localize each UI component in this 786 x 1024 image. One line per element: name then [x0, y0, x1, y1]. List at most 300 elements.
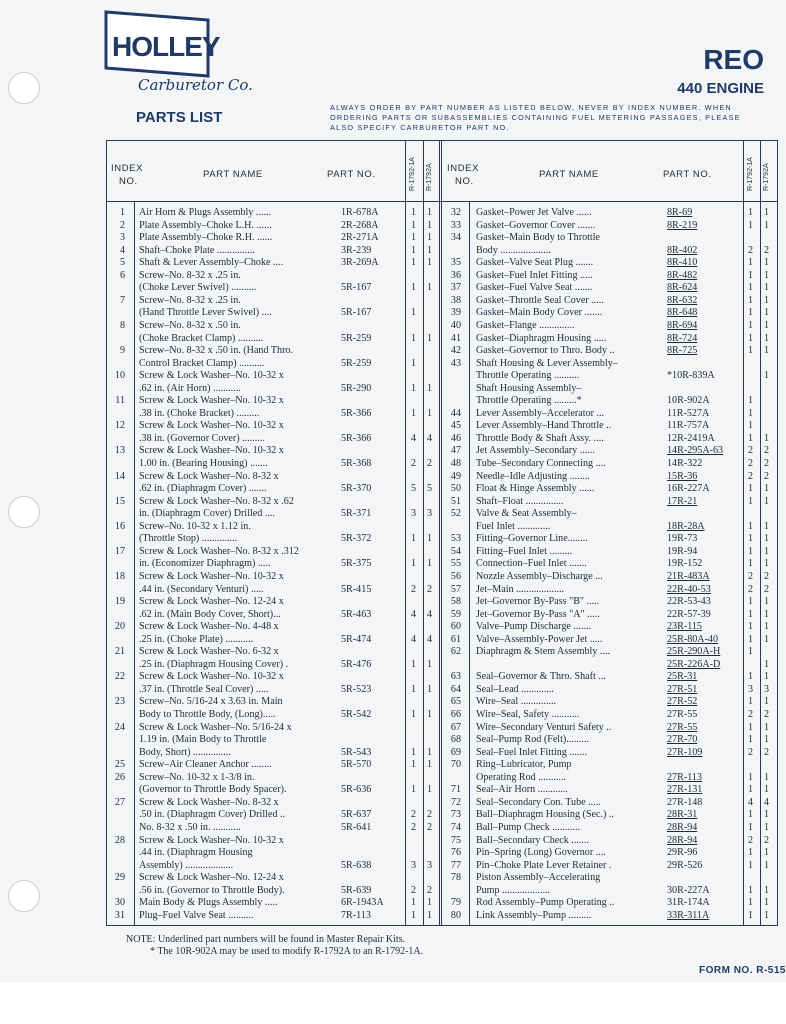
part-number: 27R-70: [667, 734, 698, 746]
parts-row: [107, 897, 779, 910]
qty-r1792-1a: 1: [748, 207, 754, 218]
parts-row: [107, 885, 779, 898]
index-number: 27: [114, 796, 125, 808]
parts-row: [107, 445, 779, 458]
part-name: Screw & Lock Washer–No. 10-32 x: [139, 395, 284, 407]
qty-r1792a: 1: [764, 734, 770, 746]
qty-r1792a: 1: [764, 671, 770, 683]
part-number: 11R-527A: [667, 407, 710, 419]
qty-r1792-1a: 1: [411, 357, 417, 369]
part-name: Jet Assembly–Secondary ......: [476, 445, 595, 457]
qty-r1792a: 1: [764, 332, 770, 344]
part-number: 21R-483A: [667, 570, 710, 582]
qty-r1792-1a: 2: [748, 244, 754, 256]
part-name: Screw–No. 10-32 x 1.12 in.: [139, 520, 251, 532]
parts-row: [107, 282, 779, 295]
qty-r1792-1a: 1: [748, 420, 754, 432]
index-number: 41: [450, 332, 461, 344]
qty-r1792a: 1: [764, 608, 770, 620]
index-number: 79: [450, 897, 461, 909]
part-number: 8R-724: [667, 332, 698, 344]
model-b-header-right: R-1792A: [763, 163, 770, 191]
index-number: 56: [450, 570, 461, 582]
model-a-header-right: R-1792-1A: [747, 157, 754, 191]
part-name: Screw & Lock Washer–No. 6-32 x: [139, 646, 279, 658]
qty-r1792a: 2: [764, 458, 770, 469]
index-number: 70: [450, 759, 461, 771]
part-number: 12R-2419A: [667, 432, 715, 444]
part-name: Screw–No. 10-32 x 1-3/8 in.: [139, 771, 255, 783]
qty-r1792a: 2: [427, 821, 433, 833]
parts-row: [107, 621, 779, 634]
part-number: 1R-678A: [341, 207, 379, 218]
part-name: Screw & Lock Washer–No. 12-24 x: [139, 872, 284, 884]
index-number: 34: [450, 232, 461, 244]
qty-r1792a: 1: [427, 558, 433, 570]
page-title: PARTS LIST: [136, 109, 223, 126]
qty-r1792a: 1: [427, 683, 433, 695]
part-number: 8R-648: [667, 307, 698, 319]
part-number: 5R-523: [341, 683, 372, 695]
parts-row: [107, 822, 779, 835]
index-number: 73: [450, 809, 461, 821]
part-name: .50 in. (Diaphragm Cover) Drilled ..: [139, 809, 286, 821]
qty-r1792a: 1: [764, 257, 770, 269]
qty-r1792-1a: 1: [411, 257, 417, 269]
qty-r1792a: 5: [427, 483, 433, 495]
qty-r1792-1a: 2: [748, 470, 754, 482]
parts-row: [107, 333, 779, 346]
index-number: 69: [450, 746, 461, 758]
part-number: 27R-52: [667, 696, 698, 708]
part-number: 5R-570: [341, 759, 372, 771]
part-name: Pin–Choke Plate Lever Retainer .: [476, 859, 612, 871]
qty-r1792a: 2: [427, 809, 433, 821]
qty-r1792a: 1: [427, 909, 433, 921]
qty-r1792-1a: 1: [748, 897, 754, 909]
part-name: Screw & Lock Washer–No. 8-32 x .62: [139, 495, 294, 507]
index-number: 65: [450, 696, 461, 708]
index-number: 16: [114, 520, 125, 532]
binder-hole: [8, 496, 40, 528]
binder-hole: [8, 72, 40, 104]
parts-row: [107, 722, 779, 735]
parts-row: [107, 370, 779, 383]
part-number: 27R-55: [667, 721, 698, 733]
qty-r1792-1a: 4: [411, 633, 417, 645]
qty-r1792-1a: 1: [748, 558, 754, 570]
qty-r1792-1a: 1: [748, 721, 754, 733]
index-number: 74: [450, 821, 461, 833]
qty-r1792-1a: 1: [411, 533, 417, 545]
part-number: 5R-366: [341, 407, 372, 419]
part-name: Screw & Lock Washer–No. 8-32 x .312: [139, 545, 299, 557]
part-number: 8R-69: [667, 207, 693, 218]
qty-r1792-1a: 2: [411, 821, 417, 833]
parts-row: [107, 759, 779, 772]
part-number: 8R-410: [667, 257, 698, 269]
part-number: 8R-482: [667, 269, 698, 281]
qty-r1792-1a: 1: [748, 884, 754, 896]
parts-row: [107, 809, 779, 822]
qty-r1792-1a: 1: [748, 282, 754, 294]
qty-r1792-1a: 3: [411, 508, 417, 520]
index-header-right: INDEX: [447, 163, 480, 174]
parts-row: [107, 671, 779, 684]
index-number: 17: [114, 545, 125, 557]
part-name: Seal–Air Horn ............: [476, 784, 568, 796]
index-number: 10: [114, 370, 125, 382]
index-number: 44: [450, 407, 461, 419]
part-name: Screw–No. 5/16-24 x 3.63 in. Main: [139, 696, 283, 708]
index-number: 11: [115, 395, 125, 407]
index-number: 72: [450, 796, 461, 808]
vehicle-make: REO: [703, 44, 764, 75]
index-number: 32: [450, 207, 461, 218]
qty-r1792-1a: 1: [748, 859, 754, 871]
qty-r1792-1a: 1: [411, 232, 417, 244]
part-number: 5R-370: [341, 483, 372, 495]
part-number: 27R-148: [667, 796, 703, 808]
parts-row: [107, 646, 779, 659]
part-name: (Choke Lever Swivel) ..........: [139, 282, 257, 294]
qty-r1792a: 1: [764, 558, 770, 570]
index-number: 48: [450, 458, 461, 469]
qty-r1792a: 1: [764, 319, 770, 331]
qty-r1792a: 1: [427, 533, 433, 545]
part-number: 3R-239: [341, 244, 372, 256]
qty-r1792a: 1: [764, 282, 770, 294]
part-name: Valve & Seat Assembly–: [476, 508, 577, 520]
part-name: Screw & Lock Washer–No. 10-32 x: [139, 834, 284, 846]
part-name: Screw–No. 8-32 x .25 in.: [139, 269, 241, 281]
part-number: 5R-167: [341, 307, 372, 319]
qty-r1792-1a: 1: [411, 658, 417, 670]
qty-r1792-1a: 2: [748, 570, 754, 582]
index-number: 77: [450, 859, 461, 871]
qty-r1792-1a: 2: [411, 809, 417, 821]
part-name: .44 in. (Secondary Venturi) .....: [139, 583, 264, 595]
qty-r1792-1a: 1: [411, 207, 417, 218]
part-no-header-right: PART NO.: [663, 169, 712, 180]
part-number: 8R-632: [667, 294, 698, 306]
part-name: Fitting–Governor Line........: [476, 533, 588, 545]
part-name: Rod Assembly–Pump Operating ..: [476, 897, 615, 909]
qty-r1792a: 2: [764, 445, 770, 457]
qty-r1792-1a: 1: [748, 219, 754, 231]
qty-r1792a: 2: [764, 470, 770, 482]
qty-r1792-1a: 2: [411, 458, 417, 469]
part-name: Screw & Lock Washer–No. 10-32 x: [139, 445, 284, 457]
qty-r1792-1a: 1: [748, 821, 754, 833]
qty-r1792-1a: 2: [748, 583, 754, 595]
model-a-header: R-1792-1A: [409, 157, 416, 191]
part-name: Gasket–Valve Seat Plug .......: [476, 257, 594, 269]
part-number: 14R-295A-63: [667, 445, 724, 457]
part-name: 1.19 in. (Main Body to Throttle: [139, 734, 267, 746]
parts-row: [107, 358, 779, 371]
part-number: 27R-113: [667, 771, 702, 783]
part-number: 7R-113: [341, 909, 371, 921]
part-name: Gasket–Fuel Valve Seat .......: [476, 282, 593, 294]
part-name: Main Body & Plugs Assembly .....: [139, 897, 278, 909]
index-number: 14: [114, 470, 125, 482]
parts-row: [107, 709, 779, 722]
index-number: 54: [450, 545, 461, 557]
index-number: 40: [450, 319, 461, 331]
part-name: Gasket–Governor Cover .......: [476, 219, 596, 231]
qty-r1792a: 1: [427, 207, 433, 218]
part-name: Jet–Main ...................: [476, 583, 565, 595]
part-name: .62 in. (Diaphragm Cover) .......: [139, 483, 267, 495]
qty-r1792-1a: 1: [411, 709, 417, 720]
part-name: Screw & Lock Washer–No. 5/16-24 x: [139, 721, 292, 733]
qty-r1792-1a: 2: [748, 746, 754, 758]
qty-r1792a: 1: [764, 658, 770, 670]
parts-row: [107, 320, 779, 333]
index-number: 49: [450, 470, 461, 482]
part-number: 22R-40-53: [667, 583, 711, 595]
qty-r1792a: 1: [764, 909, 770, 921]
index-number: 22: [114, 671, 125, 683]
part-name: Ball–Pump Check ...........: [476, 821, 581, 833]
qty-r1792a: 1: [764, 721, 770, 733]
qty-r1792a: 1: [427, 332, 433, 344]
qty-r1792-1a: 1: [748, 784, 754, 796]
part-number: 22R-53-43: [667, 596, 711, 608]
parts-row: [107, 696, 779, 709]
part-name: Screw–No. 8-32 x .50 in.: [139, 319, 241, 331]
part-name: Gasket–Flange ..............: [476, 319, 575, 331]
part-name: Wire–Secondary Venturi Safety ..: [476, 721, 612, 733]
part-name: Seal–Secondary Con. Tube .....: [476, 796, 601, 808]
part-number: 2R-271A: [341, 232, 379, 244]
parts-row: [107, 295, 779, 308]
qty-r1792a: 2: [427, 583, 433, 595]
logo-brand-text: HOLLEY: [112, 31, 220, 62]
part-name: Ball–Diaphragm Housing (Sec.) ..: [476, 809, 614, 821]
index-number: 1: [119, 207, 125, 218]
qty-r1792a: 1: [764, 771, 770, 783]
part-name: .62 in. (Main Body Cover, Short)...: [139, 608, 281, 620]
part-name: Screw & Lock Washer–No. 10-32 x: [139, 370, 284, 382]
index-number: 76: [450, 847, 461, 859]
part-number: 27R-109: [667, 746, 703, 758]
qty-r1792-1a: 1: [411, 746, 417, 758]
parts-row: [107, 558, 779, 571]
part-number: 5R-637: [341, 809, 372, 821]
index-number: 5: [119, 257, 125, 269]
part-number: 25R-290A-H: [667, 646, 721, 658]
index-number: 26: [114, 771, 125, 783]
part-name: Air Horn & Plugs Assembly ......: [139, 207, 272, 218]
parts-row: [107, 270, 779, 283]
part-name: .44 in. (Diaphragm Housing: [139, 847, 253, 859]
parts-row: [107, 684, 779, 697]
parts-row: [107, 395, 779, 408]
part-name: Screw & Lock Washer–No. 10-32 x: [139, 570, 284, 582]
part-name: Plate Assembly–Choke R.H. ......: [139, 232, 273, 244]
part-number: 5R-641: [341, 821, 372, 833]
parts-row: [107, 232, 779, 245]
part-name: (Governor to Throttle Body Spacer).: [139, 784, 287, 796]
index-number: 61: [450, 633, 461, 645]
qty-r1792-1a: 1: [411, 307, 417, 319]
modify-note: * The 10R-902A may be used to modify R-1792A to an R-1792-1A.: [150, 946, 424, 957]
part-name: (Choke Bracket Clamp) ..........: [139, 332, 264, 344]
qty-r1792-1a: 1: [411, 407, 417, 419]
qty-r1792a: 1: [764, 621, 770, 633]
part-number: 5R-463: [341, 608, 372, 620]
qty-r1792a: 1: [427, 746, 433, 758]
part-name: Plug–Fuel Valve Seat ..........: [139, 909, 254, 921]
part-number: 6R-1943A: [341, 897, 384, 909]
index-number: 8: [119, 319, 125, 331]
part-number: 14R-322: [667, 458, 703, 469]
part-number: 11R-757A: [667, 420, 710, 432]
part-number: 5R-415: [341, 583, 372, 595]
qty-r1792a: 1: [764, 897, 770, 909]
parts-row: [107, 910, 779, 923]
part-name: .38 in. (Governor Cover) .........: [139, 432, 265, 444]
part-number: 5R-542: [341, 709, 372, 720]
part-name: No. 8-32 x .50 in. ...........: [139, 821, 241, 833]
part-number: 23R-115: [667, 621, 702, 633]
part-name: Lever Assembly–Accelerator ...: [476, 407, 605, 419]
index-no-header: NO.: [119, 176, 138, 187]
qty-r1792-1a: 1: [411, 244, 417, 256]
part-name: (Hand Throttle Lever Swivel) ....: [139, 307, 272, 319]
part-number: 8R-402: [667, 244, 698, 256]
parts-row: [107, 734, 779, 747]
part-name: Operating Rod ...........: [476, 771, 566, 783]
part-number: *10R-839A: [667, 370, 715, 382]
parts-row: [107, 546, 779, 559]
part-name: Screw & Lock Washer–No. 4-48 x: [139, 621, 279, 633]
qty-r1792a: 1: [427, 257, 433, 269]
qty-r1792-1a: 1: [748, 395, 754, 407]
part-number: 27R-51: [667, 683, 698, 695]
index-number: 68: [450, 734, 461, 746]
index-number: 59: [450, 608, 461, 620]
part-number: 5R-259: [341, 357, 372, 369]
index-number: 13: [114, 445, 125, 457]
qty-r1792-1a: 1: [411, 558, 417, 570]
parts-row: [107, 383, 779, 396]
part-name: Assembly) ...................: [139, 859, 234, 871]
part-number: 5R-368: [341, 458, 372, 469]
qty-r1792a: 1: [427, 282, 433, 294]
qty-r1792-1a: 2: [411, 884, 417, 896]
qty-r1792-1a: 1: [748, 269, 754, 281]
index-number: 78: [450, 872, 461, 884]
parts-row: [107, 433, 779, 446]
part-name: Seal–Fuel Inlet Fitting .......: [476, 746, 588, 758]
index-number: 23: [114, 696, 125, 708]
qty-r1792-1a: 1: [411, 683, 417, 695]
part-name: Wire–Seal ..............: [476, 696, 557, 708]
part-number: 19R-73: [667, 533, 698, 545]
qty-r1792-1a: 3: [411, 859, 417, 871]
qty-r1792-1a: 1: [748, 495, 754, 507]
index-number: 12: [114, 420, 125, 432]
qty-r1792a: 2: [764, 570, 770, 582]
part-number: 3R-269A: [341, 257, 379, 269]
index-number: 33: [450, 219, 461, 231]
qty-r1792a: 1: [764, 847, 770, 859]
qty-r1792-1a: 1: [748, 294, 754, 306]
part-number: 5R-259: [341, 332, 372, 344]
part-name: Lever Assembly–Hand Throttle ..: [476, 420, 612, 432]
qty-r1792-1a: 1: [748, 533, 754, 545]
parts-row: [107, 408, 779, 421]
qty-r1792-1a: 1: [748, 847, 754, 859]
part-number: 5R-371: [341, 508, 372, 520]
part-number: 5R-290: [341, 382, 372, 394]
qty-r1792-1a: 1: [748, 734, 754, 746]
parts-row: [107, 483, 779, 496]
part-name: .25 in. (Diaphragm Housing Cover) .: [139, 658, 289, 670]
qty-r1792-1a: 1: [748, 407, 754, 419]
parts-row: [107, 872, 779, 885]
binder-hole: [8, 880, 40, 912]
qty-r1792-1a: 2: [411, 583, 417, 595]
part-number: 5R-543: [341, 746, 372, 758]
qty-r1792a: 2: [764, 709, 770, 720]
index-number: 30: [114, 897, 125, 909]
part-number: 25R-226A-D: [667, 658, 721, 670]
qty-r1792a: 2: [764, 244, 770, 256]
kit-note: NOTE: Underlined part numbers will be found in Master Repair Kits.: [126, 934, 406, 945]
qty-r1792-1a: 1: [748, 671, 754, 683]
part-name: Ring–Lubricator, Pump: [476, 759, 572, 771]
qty-r1792-1a: 2: [748, 709, 754, 720]
qty-r1792-1a: 1: [748, 771, 754, 783]
part-name: Tube–Secondary Connecting ....: [476, 458, 606, 469]
qty-r1792-1a: 1: [748, 319, 754, 331]
part-name: Shaft–Float ...............: [476, 495, 564, 507]
index-number: 18: [114, 570, 125, 582]
qty-r1792-1a: 4: [411, 608, 417, 620]
qty-r1792-1a: 1: [748, 307, 754, 319]
part-number: 29R-526: [667, 859, 703, 871]
part-name: Screw & Lock Washer–No. 8-32 x: [139, 470, 279, 482]
index-number: 24: [114, 721, 125, 733]
part-name: Screw & Lock Washer–No. 10-32 x: [139, 420, 284, 432]
qty-r1792a: 4: [427, 608, 433, 620]
qty-r1792a: 1: [764, 859, 770, 871]
index-number: 50: [450, 483, 461, 495]
parts-row: [107, 245, 779, 258]
qty-r1792-1a: 1: [748, 608, 754, 620]
part-name: Body, Short) ...............: [139, 746, 231, 758]
qty-r1792a: 1: [764, 520, 770, 532]
index-number: 67: [450, 721, 461, 733]
part-name: Gasket–Main Body to Throttle: [476, 232, 601, 244]
index-number: 62: [450, 646, 461, 658]
qty-r1792-1a: 1: [411, 282, 417, 294]
part-name: Shaft–Choke Plate ...............: [139, 244, 255, 256]
part-number: 17R-21: [667, 495, 698, 507]
parts-row: [107, 659, 779, 672]
parts-row: [107, 835, 779, 848]
part-name: .37 in. (Throttle Seal Cover) .....: [139, 683, 269, 695]
qty-r1792a: 1: [427, 219, 433, 231]
index-number: 2: [119, 219, 125, 231]
index-no-header-right: NO.: [455, 176, 474, 187]
parts-row: [107, 257, 779, 270]
qty-r1792a: 1: [764, 784, 770, 796]
